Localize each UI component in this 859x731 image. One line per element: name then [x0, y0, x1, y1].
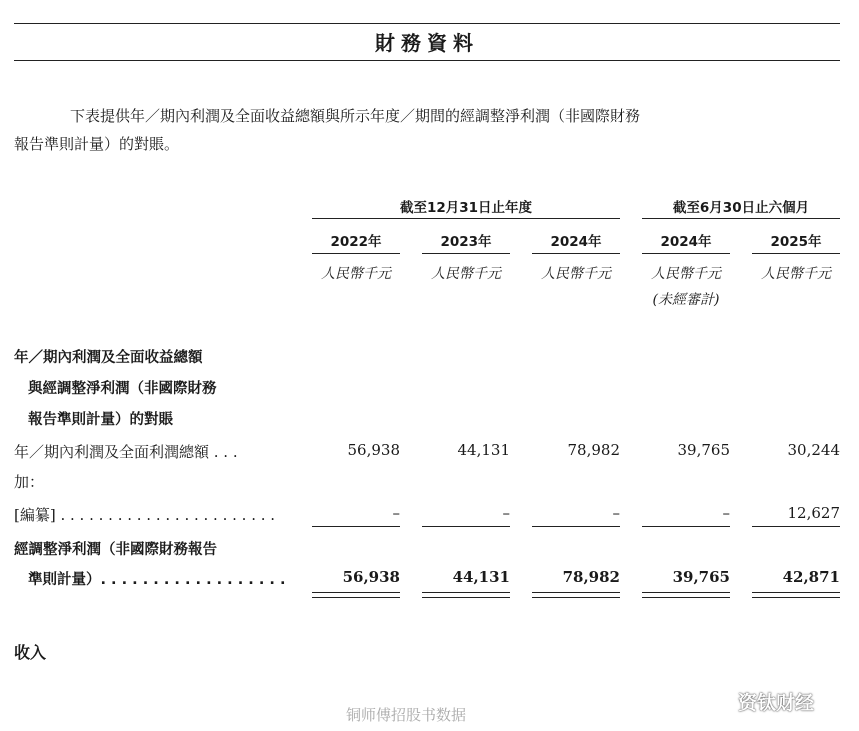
year-header: 2024年 [660, 234, 712, 250]
year-header-rule [532, 253, 620, 254]
group-header-annual: 截至12月31日止年度 [399, 200, 533, 216]
section-title-line-2: 與經調整淨利潤（非國際財務 [28, 381, 217, 397]
table-cell: 12,627 [787, 504, 840, 522]
subtotal-rule [642, 526, 730, 527]
watermark-corner: 资钛财经 [738, 692, 815, 714]
total-cell: 39,765 [672, 568, 730, 586]
currency-unit: 人民幣千元 [761, 266, 831, 282]
section-title-line-1: 年／期內利潤及全面收益總額 [14, 350, 203, 366]
total-double-rule [642, 592, 730, 598]
section-title-line-3: 報告準則計量）的對賬 [28, 412, 173, 428]
total-cell: 56,938 [342, 568, 400, 586]
year-header-rule [752, 253, 840, 254]
next-section-title: 收入 [14, 643, 47, 662]
table-cell: – [392, 504, 400, 522]
currency-unit: 人民幣千元 [321, 266, 391, 282]
table-cell: 30,244 [787, 441, 840, 459]
table-cell: – [722, 504, 730, 522]
currency-unit: 人民幣千元 [541, 266, 611, 282]
intro-paragraph [14, 106, 840, 154]
total-double-rule [532, 592, 620, 598]
year-header-rule [312, 253, 400, 254]
intro-line-1: 下表提供年／期內利潤及全面收益總額與所示年度／期間的經調整淨利潤（非國際財務 [70, 107, 641, 125]
total-cell: 42,871 [782, 568, 840, 586]
table-cell: 56,938 [347, 441, 400, 459]
table-cell: 78,982 [567, 441, 620, 459]
group-header-interim-rule [642, 218, 840, 219]
year-header-rule [642, 253, 730, 254]
total-double-rule [752, 592, 840, 598]
group-header-annual-rule [312, 218, 620, 219]
total-cell: 44,131 [452, 568, 510, 586]
subtotal-rule [312, 526, 400, 527]
row-label-profit: 年／期內利潤及全面利潤總額 . . . [14, 443, 238, 461]
table-cell: – [502, 504, 510, 522]
heading-underline [14, 60, 840, 61]
table-cell: 44,131 [457, 441, 510, 459]
total-double-rule [422, 592, 510, 598]
year-header: 2024年 [550, 234, 602, 250]
year-header: 2023年 [440, 234, 492, 250]
top-rule [14, 23, 840, 24]
total-cell: 78,982 [562, 568, 620, 586]
watermark-center: 铜师傅招股书数据 [346, 706, 467, 724]
subtotal-rule [752, 526, 840, 527]
unaudited-note: (未經審計) [652, 292, 720, 308]
intro-line-2: 報告準則計量）的對賬。 [14, 135, 180, 153]
table-cell: 39,765 [677, 441, 730, 459]
year-header: 2022年 [330, 234, 382, 250]
row-label-add: 加： [14, 473, 45, 491]
group-header-interim: 截至6月30日止六個月 [672, 200, 810, 216]
table-cell: – [612, 504, 620, 522]
total-label-line-1: 經調整淨利潤（非國際財務報告 [14, 542, 217, 558]
year-header-rule [422, 253, 510, 254]
total-double-rule [312, 592, 400, 598]
year-header: 2025年 [770, 234, 822, 250]
currency-unit: 人民幣千元 [651, 266, 721, 282]
total-label-line-2: 準則計量）. . . . . . . . . . . . . . . . . . [28, 572, 286, 588]
subtotal-rule [532, 526, 620, 527]
currency-unit: 人民幣千元 [431, 266, 501, 282]
page-heading: 財務資料 [375, 31, 479, 55]
row-label-redacted: [編纂] . . . . . . . . . . . . . . . . . . . . . . . [14, 506, 276, 524]
subtotal-rule [422, 526, 510, 527]
